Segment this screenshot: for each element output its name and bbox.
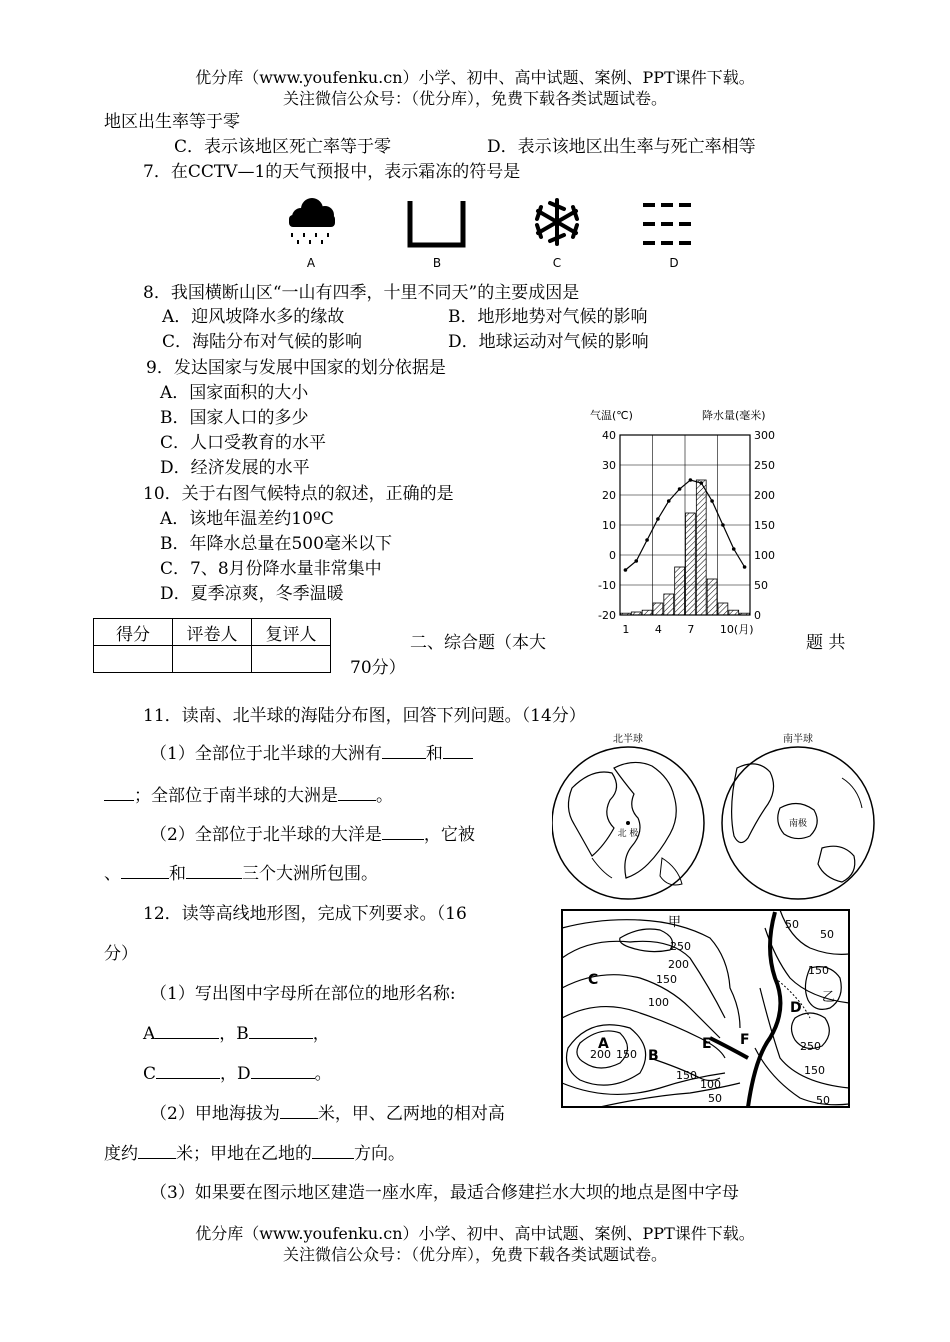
contour-label-d: D	[790, 1000, 802, 1016]
temp-point-12	[743, 565, 747, 569]
q11-blank-2[interactable]	[443, 742, 473, 759]
temp-point-6	[678, 487, 682, 491]
q11-p1-text-b: 和	[425, 744, 443, 764]
q12-blank-e[interactable]	[280, 1102, 318, 1119]
q7-label-c: C	[552, 256, 562, 270]
q12-p2-text-c: 度约	[104, 1144, 138, 1164]
q12-line-cd	[143, 1062, 332, 1085]
q11-p1-text-a: （1）全部位于北半球的大洲有	[150, 744, 382, 764]
q7-label-b: B	[432, 256, 442, 270]
elev-label-200-a: 200	[590, 1048, 611, 1061]
q11-stem: 11．读南、北半球的海陆分布图，回答下列问题。（14分）	[143, 706, 586, 726]
q11-part1-line1	[150, 742, 473, 765]
q11-blank-3[interactable]	[338, 784, 376, 801]
precip-bar-1	[621, 613, 631, 615]
north-pole-label: 北 极	[617, 829, 639, 839]
month-tick: 7	[687, 623, 695, 636]
q12-letter-c: C	[143, 1064, 157, 1084]
q11-part2-line1	[150, 823, 475, 846]
q11-p1-text-c: ；全部位于南半球的大洲是	[134, 786, 338, 806]
score-cell-grader[interactable]	[173, 646, 252, 673]
month-tick: 1	[622, 623, 630, 636]
elev-label-250: 250	[670, 940, 691, 953]
q11-p1-text-d: 。	[376, 786, 393, 806]
q9-option-a: A．国家面积的大小	[160, 383, 309, 403]
q11-p2-text-c: 、	[104, 864, 121, 884]
q12-letter-b: ，B	[219, 1024, 249, 1044]
q9-option-c: C．人口受教育的水平	[160, 433, 327, 453]
q9-option-d: D．经济发展的水平	[160, 458, 310, 478]
q10-option-c: C．7、8月份降水量非常集中	[160, 559, 382, 579]
q12-p2-text-e: 方向。	[354, 1144, 405, 1164]
precip-tick: 300	[754, 429, 775, 442]
temp-point-4	[656, 517, 660, 521]
q11-blank-4[interactable]	[382, 823, 424, 840]
temp-point-11	[732, 547, 736, 551]
section2-title-c: 70分）	[350, 658, 406, 678]
q10-option-d: D．夏季凉爽，冬季温暖	[160, 584, 344, 604]
temp-tick: 10	[602, 519, 616, 532]
score-header-reviewer: 复评人	[252, 619, 331, 646]
q6-option-c: C．表示该地区死亡率等于零	[174, 137, 392, 157]
q12-blank-g[interactable]	[312, 1142, 354, 1159]
q7-stem: 7．在CCTV—1的天气预报中，表示霜冻的符号是	[143, 162, 521, 182]
q6-continuation: 地区出生率等于零	[104, 112, 240, 132]
precip-bar-9	[707, 579, 717, 615]
contour-label-e: E	[702, 1036, 712, 1052]
elev-label-200: 200	[668, 958, 689, 971]
q8-stem: 8．我国横断山区“一山有四季，十里不同天”的主要成因是	[143, 283, 580, 303]
score-header-grader: 评卷人	[173, 619, 252, 646]
q12-p2-text-a: （2）甲地海拔为	[150, 1104, 280, 1124]
precip-bar-6	[675, 567, 685, 615]
temp-axis-label: 气温(℃)	[590, 409, 633, 422]
precip-bar-5	[664, 594, 674, 615]
precip-axis-label: 降水量(毫米)	[702, 409, 766, 422]
q11-blank-6[interactable]	[186, 862, 242, 879]
precip-tick: 50	[754, 579, 768, 592]
contour-map	[560, 908, 852, 1110]
q12-blank-a[interactable]	[155, 1022, 219, 1039]
score-header-defen: 得分	[94, 619, 173, 646]
q12-p2-text-d: 米；甲地在乙地的	[176, 1144, 312, 1164]
contour-label-f: F	[740, 1032, 750, 1048]
north-hemisphere-map	[552, 747, 704, 899]
q11-part2-line2	[104, 862, 378, 885]
section2-title-b: 题 共	[806, 633, 846, 653]
precip-tick: 0	[754, 609, 761, 622]
elev-label-50-top: 50	[785, 918, 799, 931]
q11-part1-line2	[104, 784, 393, 807]
q12-part2-line1	[150, 1102, 505, 1125]
month-tick: 10(月)	[719, 623, 754, 636]
precip-bar-2	[631, 612, 641, 615]
elev-label-150-a: 150	[616, 1048, 637, 1061]
elev-label-50-right: 50	[820, 928, 834, 941]
temp-point-2	[634, 559, 638, 563]
q9-stem: 9．发达国家与发展中国家的划分依据是	[146, 358, 446, 378]
footer-line-2: 关注微信公众号：（优分库），免费下载各类试题试卷。	[282, 1245, 667, 1264]
temp-point-9	[710, 499, 714, 503]
q12-line-ab	[143, 1022, 330, 1045]
q11-p2-text-a: （2）全部位于北半球的大洋是	[150, 825, 382, 845]
rain-cloud-icon	[289, 198, 335, 244]
elev-label-100-b: 100	[700, 1078, 721, 1091]
q12-part1: （1）写出图中字母所在部位的地形名称:	[150, 984, 456, 1004]
q11-blank-2b[interactable]	[104, 784, 134, 801]
temp-point-3	[645, 538, 649, 542]
q10-stem: 10．关于右图气候特点的叙述，正确的是	[143, 484, 454, 504]
snowflake-icon	[537, 200, 577, 244]
precip-bar-3	[642, 610, 652, 615]
q8-option-a: A．迎风坡降水多的缘故	[162, 307, 345, 327]
precip-bar-10	[718, 603, 728, 615]
q10-option-a: A．该地年温差约10ºC	[160, 509, 334, 529]
contour-label-jia: 甲	[668, 915, 682, 930]
q12-blank-d[interactable]	[251, 1062, 315, 1079]
precip-tick: 200	[754, 489, 775, 502]
precip-bar-7	[686, 513, 696, 615]
north-hemisphere-title: 北半球	[613, 734, 643, 745]
q11-p2-text-e: 三个大洲所包围。	[242, 864, 378, 884]
q12-period: 。	[314, 1064, 332, 1084]
weather-symbols	[275, 195, 725, 275]
temp-point-8	[699, 481, 703, 485]
elev-label-150-right: 150	[808, 964, 829, 977]
elev-label-50-bottom-right: 50	[816, 1094, 830, 1107]
contour-label-yi: 乙	[822, 990, 836, 1005]
elev-label-100: 100	[648, 996, 669, 1009]
q7-label-a: A	[306, 256, 316, 270]
precip-bar-11	[729, 610, 739, 615]
precip-bar-8	[696, 480, 706, 615]
elev-label-150-b: 150	[676, 1069, 697, 1082]
q8-option-c: C．海陆分布对气候的影响	[162, 332, 363, 352]
precip-tick: 150	[754, 519, 775, 532]
q11-blank-5[interactable]	[121, 862, 169, 879]
q8-option-b: B．地形地势对气候的影响	[448, 307, 648, 327]
q12-letter-a: A	[143, 1024, 156, 1044]
q11-blank-1[interactable]	[382, 742, 426, 759]
temp-tick: 30	[602, 459, 616, 472]
contour-label-a: A	[598, 1036, 609, 1052]
score-cell-defen[interactable]	[94, 646, 173, 673]
dashed-lines-icon	[643, 203, 691, 245]
temp-point-10	[721, 523, 725, 527]
south-hemisphere-title: 南半球	[783, 734, 813, 745]
footer-line-1: 优分库（www.youfenku.cn）小学、初中、高中试题、案例、PPT课件下载。	[195, 1224, 755, 1243]
q7-label-d: D	[669, 256, 679, 270]
elev-label-150: 150	[656, 973, 677, 986]
temp-tick: 20	[602, 489, 616, 502]
score-table	[93, 618, 331, 673]
contour-label-b: B	[648, 1048, 659, 1064]
q12-part2-line2	[104, 1142, 405, 1165]
q12-blank-f[interactable]	[138, 1142, 176, 1159]
q12-blank-b[interactable]	[249, 1022, 313, 1039]
q12-comma: ，	[312, 1024, 330, 1044]
q9-option-b: B．国家人口的多少	[160, 408, 309, 428]
temp-point-1	[624, 568, 628, 572]
header-line-1: 优分库（www.youfenku.cn）小学、初中、高中试题、案例、PPT课件下载。	[195, 68, 755, 87]
south-hemisphere-map	[722, 747, 874, 899]
temp-point-7	[689, 478, 693, 482]
q12-part3: （3）如果要在图示地区建造一座水库，最适合修建拦水大坝的地点是图中字母	[150, 1183, 739, 1203]
q12-blank-c[interactable]	[156, 1062, 220, 1079]
elev-label-250-right: 250	[800, 1040, 821, 1053]
temp-tick: -20	[598, 609, 616, 622]
precip-tick: 250	[754, 459, 775, 472]
q10-option-b: B．年降水总量在500毫米以下	[160, 534, 392, 554]
temp-tick: 0	[609, 549, 616, 562]
precip-bar-12	[740, 613, 750, 615]
climate-chart	[582, 405, 792, 640]
score-cell-reviewer[interactable]	[252, 646, 331, 673]
q12-stem-a: 12．读等高线地形图，完成下列要求。（16	[143, 904, 467, 924]
q12-stem-b: 分）	[104, 944, 138, 964]
precip-tick: 100	[754, 549, 775, 562]
south-pole-label: 南极	[788, 819, 808, 829]
frost-bracket-icon	[410, 201, 463, 245]
header-line-2: 关注微信公众号：（优分库），免费下载各类试题试卷。	[282, 89, 667, 108]
hemisphere-maps	[552, 728, 882, 903]
temp-tick: 40	[602, 429, 616, 442]
q12-letter-d: ，D	[220, 1064, 251, 1084]
month-tick: 4	[654, 623, 662, 636]
q12-p2-text-b: 米，甲、乙两地的相对高	[317, 1104, 505, 1124]
temp-point-5	[667, 499, 671, 503]
q11-p2-text-d: 和	[169, 864, 186, 884]
contour-label-c: C	[588, 972, 599, 988]
precip-bar-4	[653, 603, 663, 615]
temp-tick: -10	[598, 579, 616, 592]
q11-p2-text-b: ，它被	[423, 825, 475, 845]
section2-title-a: 二、综合题（本大	[410, 633, 546, 653]
q8-option-d: D．地球运动对气候的影响	[448, 332, 649, 352]
elev-label-50-b: 50	[708, 1092, 722, 1105]
q6-option-d: D．表示该地区出生率与死亡率相等	[487, 137, 756, 157]
elev-label-150-bottom-right: 150	[804, 1064, 825, 1077]
